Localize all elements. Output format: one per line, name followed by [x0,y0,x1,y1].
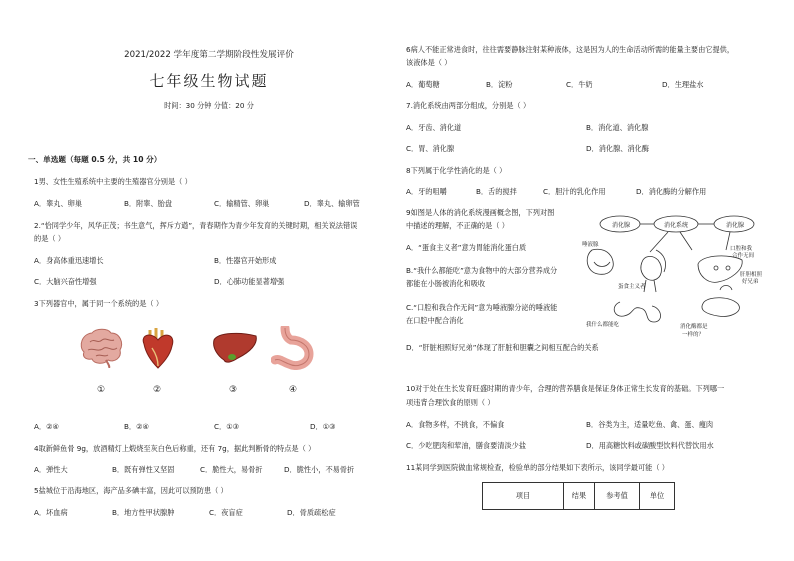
fig-label-digest2: 一样的？ [682,332,705,338]
heart-icon [138,326,178,370]
question-4-stem: 4取新鲜鱼骨 9g，放酒精灯上煅烧至灰白色后称重，还有 7g，据此判断骨的特点是（ ） [34,444,316,453]
table-header-reference: 参考值 [595,483,640,510]
table-header-result: 结果 [564,483,595,510]
q3-option-b[interactable]: B．②④ [124,422,150,431]
q2-option-b[interactable]: B．性器官开始形成 [214,256,277,265]
q9-option-a[interactable]: A．“蛋食主义者”意为胃能消化蛋白质 [406,243,527,252]
question-10-stem-line1: 10对于处在生长发育旺盛时期的青少年，合理的营养膳食是保证身体正常生长发育的基础。下列哪一 [406,384,725,393]
q7-option-b[interactable]: B．消化道、消化腺 [586,123,649,132]
question-2-stem-line2: 的是（ ） [34,234,66,243]
q5-option-d[interactable]: D．骨质疏松症 [287,508,336,517]
q4-option-d[interactable]: D．脆性小，不易骨折 [284,465,355,474]
fig-label-top2: 消化系统 [664,222,689,229]
q5-option-c[interactable]: C．夜盲症 [209,508,243,517]
left-column [28,0,390,561]
q2-option-d[interactable]: D．心肺功能显著增强 [214,277,285,286]
q6-option-b[interactable]: B．淀粉 [486,80,513,89]
question-9-stem-line1: 9如图是人体的消化系统漫画概念图，下列对图 [406,208,555,217]
q10-option-a[interactable]: A．食物多样，不挑食，不偏食 [406,420,505,429]
fig-label-mouth: 口腔和我 [730,246,753,252]
question-9-stem-line2: 中描述的理解，不正确的是（ ） [406,221,509,230]
q8-option-b[interactable]: B．舌的搅拌 [476,187,517,196]
table-header-unit: 单位 [640,483,675,510]
q8-option-d[interactable]: D．消化酶的分解作用 [636,187,707,196]
q3-option-d[interactable]: D．①③ [310,422,336,431]
digestive-cartoon-diagram [580,210,768,344]
question-7-stem: 7.消化系统由两部分组成，分别是（ ） [406,101,531,110]
organ-label-2: ② [152,385,162,395]
q5-option-a[interactable]: A．坏血病 [34,508,68,517]
q2-option-a[interactable]: A．身高体重迅速增长 [34,256,104,265]
q1-option-d[interactable]: D．睾丸、输卵管 [304,199,360,208]
fig-label-digest: 消化酶都是 [680,324,708,330]
q1-option-c[interactable]: C．输精管、卵巢 [214,199,270,208]
fig-label-top3: 消化腺 [726,222,745,229]
q4-option-c[interactable]: C．脆性大，易骨折 [200,465,263,474]
q4-option-b[interactable]: B．既有弹性又坚固 [112,465,175,474]
q7-option-c[interactable]: C．胃、消化腺 [406,144,455,153]
q9-option-c-line2[interactable]: 在口腔中配合消化 [406,316,464,325]
q3-option-c[interactable]: C．①③ [214,422,240,431]
q3-option-a[interactable]: A．②④ [34,422,59,431]
q6-option-a[interactable]: A．葡萄糖 [406,80,440,89]
q1-option-a[interactable]: A．睾丸、卵巢 [34,199,83,208]
section-title: 一、单选题（每题 0.5 分，共 10 分） [28,155,162,164]
exam-header-line: 2021/2022 学年度第二学期阶段性发展评价 [124,50,294,60]
q9-option-c-line1[interactable]: C.“口腔和我合作无间”意为唾液腺分泌的唾液能 [406,303,558,312]
question-3-stem: 3下列器官中，属于同一个系统的是（ ） [34,299,164,308]
organ-label-3: ③ [228,385,238,395]
q4-option-a[interactable]: A．弹性大 [34,465,68,474]
q5-option-b[interactable]: B．地方性甲状腺肿 [112,508,175,517]
blood-test-table [482,482,675,510]
exam-meta: 时间：30 分钟 分值：20 分 [164,101,254,110]
q2-option-c[interactable]: C．大脑兴奋性增强 [34,277,97,286]
q7-option-d[interactable]: D．消化腺、消化酶 [586,144,650,153]
question-6-stem-line1: 6病人不能正常进食时，往往需要静脉注射某种液体，这是因为人的生命活动所需的能量主要由它提供， [406,45,735,54]
q8-option-c[interactable]: C．胆汁的乳化作用 [543,187,606,196]
fig-label-eatall: 我什么都能吃 [586,322,620,328]
q10-option-d[interactable]: D．用高糖饮料或碳酸型饮料代替饮用水 [586,441,714,450]
q9-option-d[interactable]: D．“肝脏相照好兄弟”体现了肝脏和胆囊之间相互配合的关系 [406,343,599,352]
fig-label-liver2: 好兄弟 [742,279,759,285]
brain-icon [78,328,124,368]
stomach-icon [271,326,315,370]
question-5-stem: 5盐城位于沿海地区，海产品多碘丰富，因此可以预防患（ ） [34,486,228,495]
q8-option-a[interactable]: A．牙的咀嚼 [406,187,447,196]
q7-option-a[interactable]: A．牙齿、消化道 [406,123,462,132]
right-column [400,0,772,561]
question-6-stem-line2: 该液体是（ ） [406,58,452,67]
q10-option-b[interactable]: B．谷类为主，适量吃鱼、禽、蛋、瘦肉 [586,420,714,429]
q6-option-d[interactable]: D．生理盐水 [662,80,704,89]
fig-label-top1: 消化腺 [612,222,631,229]
exam-title: 七年级生物试题 [149,72,269,90]
fig-label-liver: 肝胆相照 [740,272,763,278]
q9-option-b-line1[interactable]: B.“我什么都能吃”意为食物中的大部分营养成分 [406,266,558,275]
q1-option-b[interactable]: B．附睾、胎盘 [124,199,173,208]
question-11-stem: 11某同学到医院做血常规检查，检验单的部分结果如下表所示，该同学最可能（ ） [406,463,669,472]
table-header-row [483,483,675,510]
question-10-stem-line2: 项违背合理饮食的原则（ ） [406,398,495,407]
q9-option-b-line2[interactable]: 都能在小肠被消化和吸收 [406,279,486,288]
table-header-item: 项目 [483,483,564,510]
fig-label-egg: 蛋食主义者 [618,284,646,290]
q10-option-c[interactable]: C．少吃肥肉和荤油，膳食要清淡少盐 [406,441,527,450]
fig-label-mouth2: 合作无间 [732,253,755,259]
question-8-stem: 8下列属于化学性消化的是（ ） [406,166,507,175]
question-2-stem-line1: 2.“恰同学少年，风华正茂；书生意气，挥斥方遒”，青春期作为青少年发育的关键时期，相关说法错误 [34,221,358,230]
organ-label-1: ① [96,385,106,395]
organ-label-4: ④ [288,385,298,395]
q6-option-c[interactable]: C．牛奶 [566,80,593,89]
fig-label-saliva: 唾液腺 [582,242,599,248]
question-1-stem: 1男、女性生殖系统中主要的生殖器官分别是（ ） [34,177,192,186]
liver-icon [212,330,258,366]
